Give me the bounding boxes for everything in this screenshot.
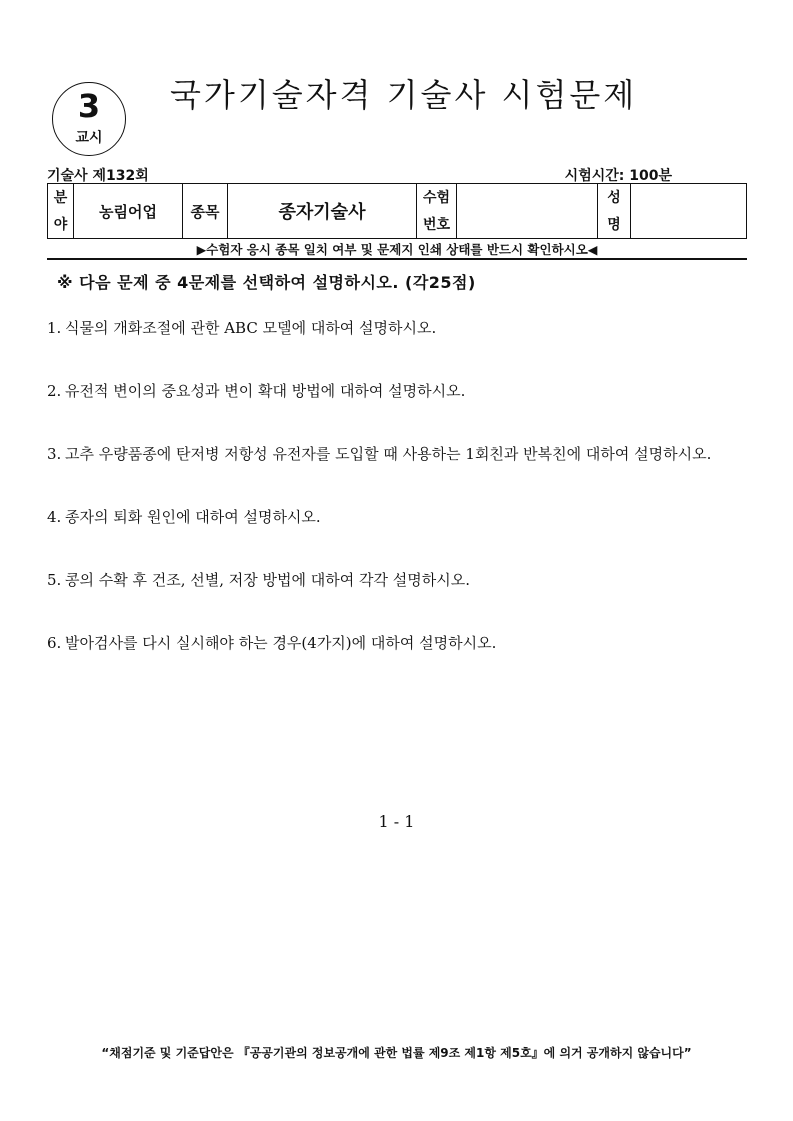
question-item <box>47 501 752 534</box>
exam-number-label-bottom: 번호 <box>422 216 451 233</box>
exam-meta-row <box>47 165 747 185</box>
question-text: 유전적 변이의 중요성과 변이 확대 방법에 대하여 설명하시오. <box>65 382 466 400</box>
candidate-info-table <box>47 183 747 239</box>
category-value: 종자기술사 <box>228 184 417 239</box>
field-label-top: 분 <box>53 189 68 206</box>
exam-title: 국가기술자격 기술사 시험문제 <box>170 76 638 114</box>
instruction: ※ 다음 문제 중 4문제를 선택하여 설명하시오. (각25점) <box>57 273 476 292</box>
name-label-cell <box>598 184 631 239</box>
question-item <box>47 312 752 345</box>
question-text: 발아검사를 다시 실시해야 하는 경우(4가지)에 대하여 설명하시오. <box>65 634 497 652</box>
question-number: 5. <box>47 571 62 589</box>
name-label-bottom: 명 <box>607 216 621 233</box>
question-number: 4. <box>47 508 62 526</box>
exam-number-label-cell <box>417 184 457 239</box>
name-field[interactable] <box>631 184 747 239</box>
session-label: 교시 <box>75 130 103 146</box>
session-badge <box>52 82 126 156</box>
question-item <box>47 438 752 471</box>
field-label-cell <box>48 184 74 239</box>
footer-note: “채점기준 및 기준답안은 『공공기관의 정보공개에 관한 법률 제9조 제1항 제5호』에 의거 공개하지 않습니다” <box>101 1046 692 1060</box>
question-number: 3. <box>47 445 62 463</box>
page-number: 1 - 1 <box>378 812 415 831</box>
name-label-top: 성 <box>607 189 621 206</box>
field-label-bottom: 야 <box>53 216 68 233</box>
question-item <box>47 564 752 597</box>
question-text: 식물의 개화조절에 관한 ABC 모델에 대하여 설명하시오. <box>65 319 437 337</box>
question-text: 종자의 퇴화 원인에 대하여 설명하시오. <box>65 508 321 526</box>
verification-notice: ▶수험자 응시 종목 일치 여부 및 문제지 인쇄 상태를 반드시 확인하시오◀ <box>196 242 598 257</box>
exam-number-label-top: 수험 <box>422 189 451 206</box>
exam-round: 기술사 제132회 <box>47 168 149 184</box>
question-number: 2. <box>47 382 62 400</box>
question-number: 1. <box>47 319 62 337</box>
question-text: 고추 우량품종에 탄저병 저항성 유전자를 도입할 때 사용하는 1회친과 반복친에 대하여 설명하시오. <box>65 445 712 463</box>
header-divider <box>47 258 747 260</box>
question-item <box>47 627 752 660</box>
session-number: 3 <box>77 87 101 125</box>
category-label: 종목 <box>183 184 228 239</box>
question-number: 6. <box>47 634 62 652</box>
exam-time: 시험시간: 100분 <box>564 168 672 184</box>
question-item <box>47 375 752 408</box>
field-value: 농림어업 <box>74 184 183 239</box>
question-text: 콩의 수확 후 건조, 선별, 저장 방법에 대하여 각각 설명하시오. <box>65 571 470 589</box>
question-list <box>47 312 752 690</box>
exam-number-field[interactable] <box>457 184 598 239</box>
